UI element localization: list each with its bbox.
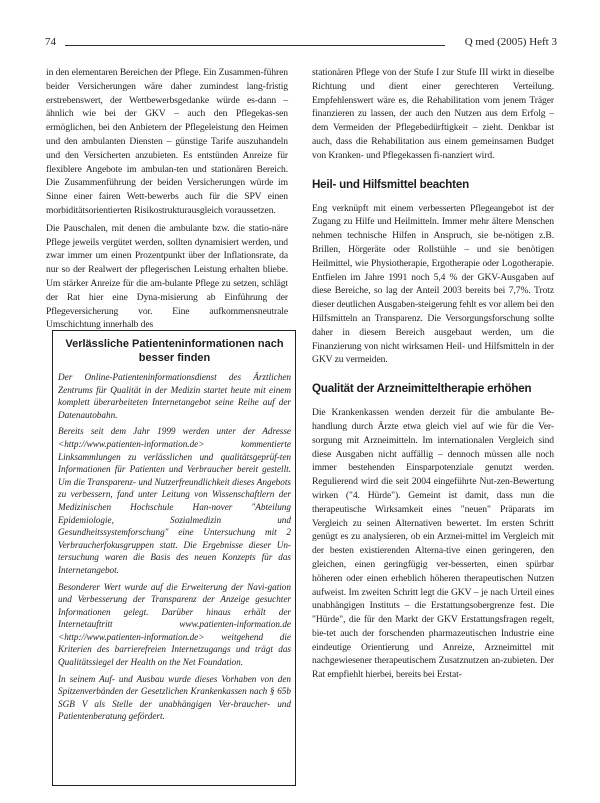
right-paragraph-3: Die Krankenkassen wenden derzeit für die ambulante Be-handlung durch Ärzte etwa gleich viel auf wie für die Ver-sorgung mit Arzneimitteln. Im internationalen Vergleich sind diese Ausgaben nicht auffällig – dennoch müssen alle noch immer bestehenden Einsparpotenziale genutzt werden. Regulierend wird die seit 2004 eingeführte Nut-zen-Bewertung wirken ("4. Hürde"). Gemeint ist damit, dass nun die therapeutische Wirksamkeit eines "neuen" Präparats im Vergleich zu seinen Alternativen bewertet. Im ersten Schritt genügt es zu analysieren, ob ein Arznei-mittel im Vergleich mit der besten existierenden Alterna-tive einen geringeren, den gleichen, einen geringfügig ver-besserten, einen spürbar höheren oder einen erheblich höheren therapeutischen Nutzen aufweist. Im zweiten Schritt legt die GKV – je nach Urteil eines unabhängigen Instituts – die Erstattungsobergrenze fest. Die "Hürde", die für den Markt der GKV Erstattungsfragen regelt, bie-tet auch der forschenden pharmazeutischen Industrie eine eindeutige Orientierung und Anreize, Arzneimittel mit nachgewiesener therapeutischem Zusatznutzen an-zubieten. Der Rat empfiehlt hierbei, bereits bei Erstat- (312, 407, 554, 681)
info-box-paragraph-3: Besonderer Wert wurde auf die Erweiterung der Navi-gation und Verbesserung der Transparenz der Anzeige gesuchter Informationen gelegt. Darüber hinaus erhält der Internetauftritt www.patienten-information.de <http://www.patienten-information.de> weitgehend die Kriterien des barrierefreien Internetzugangs und trägt das Qualitätssiegel der Health on the Net Foundation. (58, 581, 291, 668)
header-rule (65, 45, 445, 46)
section-heading-arzneimitteltherapie: Qualität der Arzneimitteltherapie erhöhen (312, 382, 532, 396)
right-paragraph-2: Eng verknüpft mit einem verbesserten Pflegeangebot ist der Zugang zu Hilfe und Heilmitteln. Immer mehr ältere Menschen nehmen technische Hilfen in Anspruch, sie be-nötigen z.B. Brillen, Hörgeräte oder Rollstühle – und sie benötigen Heilmittel, wie Physiotherapie, Ergotherapie oder Logotherapie. Entfielen im Jahre 1991 noch 5,4 % der GKV-Ausgaben auf diese Bereiche, so lag der Anteil 2003 bereits bei 7,7%. Trotz dieser deutlichen Ausgaben-steigerung fehlt es vor allem bei den Hilfsmitteln an Transparenz. Die Versorgungsforschung sollte daher in diesem Bereich ausgebaut werden, um die Finanzierung von nicht wirksamen Heil- und Hilfsmitteln in der GKV zu vermeiden. (312, 202, 554, 366)
info-box-paragraph-2: Bereits seit dem Jahr 1999 werden unter der Adresse <http://www.patienten-information.de> kommentierte Linksammlungen zu verlässlichen und qualitätsgeprüf-ten Informationen für Patienten und Verbraucher bereit gestellt. Um die Transparenz- und Nutzerfreundlichkeit dieses Angebots zu verbessern, fand unter Leitung von Wissenschaftlern der Medizinischen Hochschule Han-nover "Abteilung Epidemiologie, Sozialmedizin und Gesundheitssystemforschung" eine Untersuchung mit 2 Verbraucherfokusgruppen statt. Die Ergebnisse dieser Un-tersuchung waren die Basis des neuen Konzepts für das Internetangebot. (58, 426, 291, 575)
info-box (52, 330, 296, 786)
info-box-title-line-2: besser finden (138, 352, 211, 364)
info-box-paragraph-4: In seinem Auf- und Ausbau wurde dieses Vorhaben von den Spitzenverbänden der Gesetzlichen Krankenkassen nach § 65b SGB V als Stelle der unabhängigen Ver-braucher- und Patientenberatung gefördert. (58, 673, 291, 722)
journal-reference: Q med (2005) Heft 3 (464, 36, 557, 48)
running-header (45, 36, 557, 52)
section-heading-heil-hilfsmittel: Heil- und Hilfsmittel beachten (312, 177, 469, 191)
info-box-paragraph-1: Der Online-Patienteninformationsdienst des Ärztlichen Zentrums für Qualität in der Medizin startet heute mit einem komplett überarbeiteten Internetangebot seine Reihe auf der Datenautobahn. (58, 372, 291, 420)
right-paragraph-1: stationären Pflege von der Stufe I zur Stufe III wirkt in dieselbe Richtung und dient einer gerechteren Verteilung. Empfehlenswert wäre es, die Rehabilitation vom jenem Träger finanzieren zu lassen, der auch den Nutzen aus dem Erfolg – dem Vermeiden der Pflegebedürftigkeit – zieht. Denkbar ist auch, dass die Rehabilitation aus einem gemeinsamen Budget von Kranken- und Pflegekassen fi-nanziert wird. (312, 67, 554, 161)
left-paragraph-1: in den elementaren Bereichen der Pflege. Ein Zusammen-führen beider Versicherungen wäre daher zumindest lang-fristig erstrebenswert, der Wettbewerbsgedanke würde es-dann – ähnlich wie bei der GKV – auch den Pflegekas-sen ermöglichen, bei den Anbietern der Pflegeleistung den Heimen und den ambulanten Diensten – günstige Tarife auszuhandeln und den Versicherten anzubieten. Es entstünden Anreize für flexiblere Angebote im ambulan-ten und stationären Bereich. Die Zusammenführung der beiden Versicherungen würde im Sinne einer fairen Wett-bewerbs auch für die SPV einen morbiditätsorientierten Risikostrukturausgleich voraussetzen. (46, 67, 288, 216)
page-number: 74 (45, 36, 56, 48)
left-column (46, 66, 288, 336)
info-box-title-line-1: Verlässliche Patienteninformationen nach (65, 338, 284, 350)
left-paragraph-2: Die Pauschalen, mit denen die ambulante bzw. die statio-näre Pflege jeweils vergütet werden, sollten dynamisiert werden, und zwar immer um einen Prozentpunkt über der Inflationsrate, da nur so der Realwert der pflegerischen Leistung erhalten bliebe. Um stärker Anreize für die am-bulante Pflege zu setzen, schlägt der Rat hier eine Dyna-misierung ab Einführung der Pflegeversicherung vor. Eine aufkommensneutrale Umschichtung innerhalb des (46, 222, 288, 331)
right-column (312, 66, 554, 686)
info-box-title (58, 337, 291, 365)
